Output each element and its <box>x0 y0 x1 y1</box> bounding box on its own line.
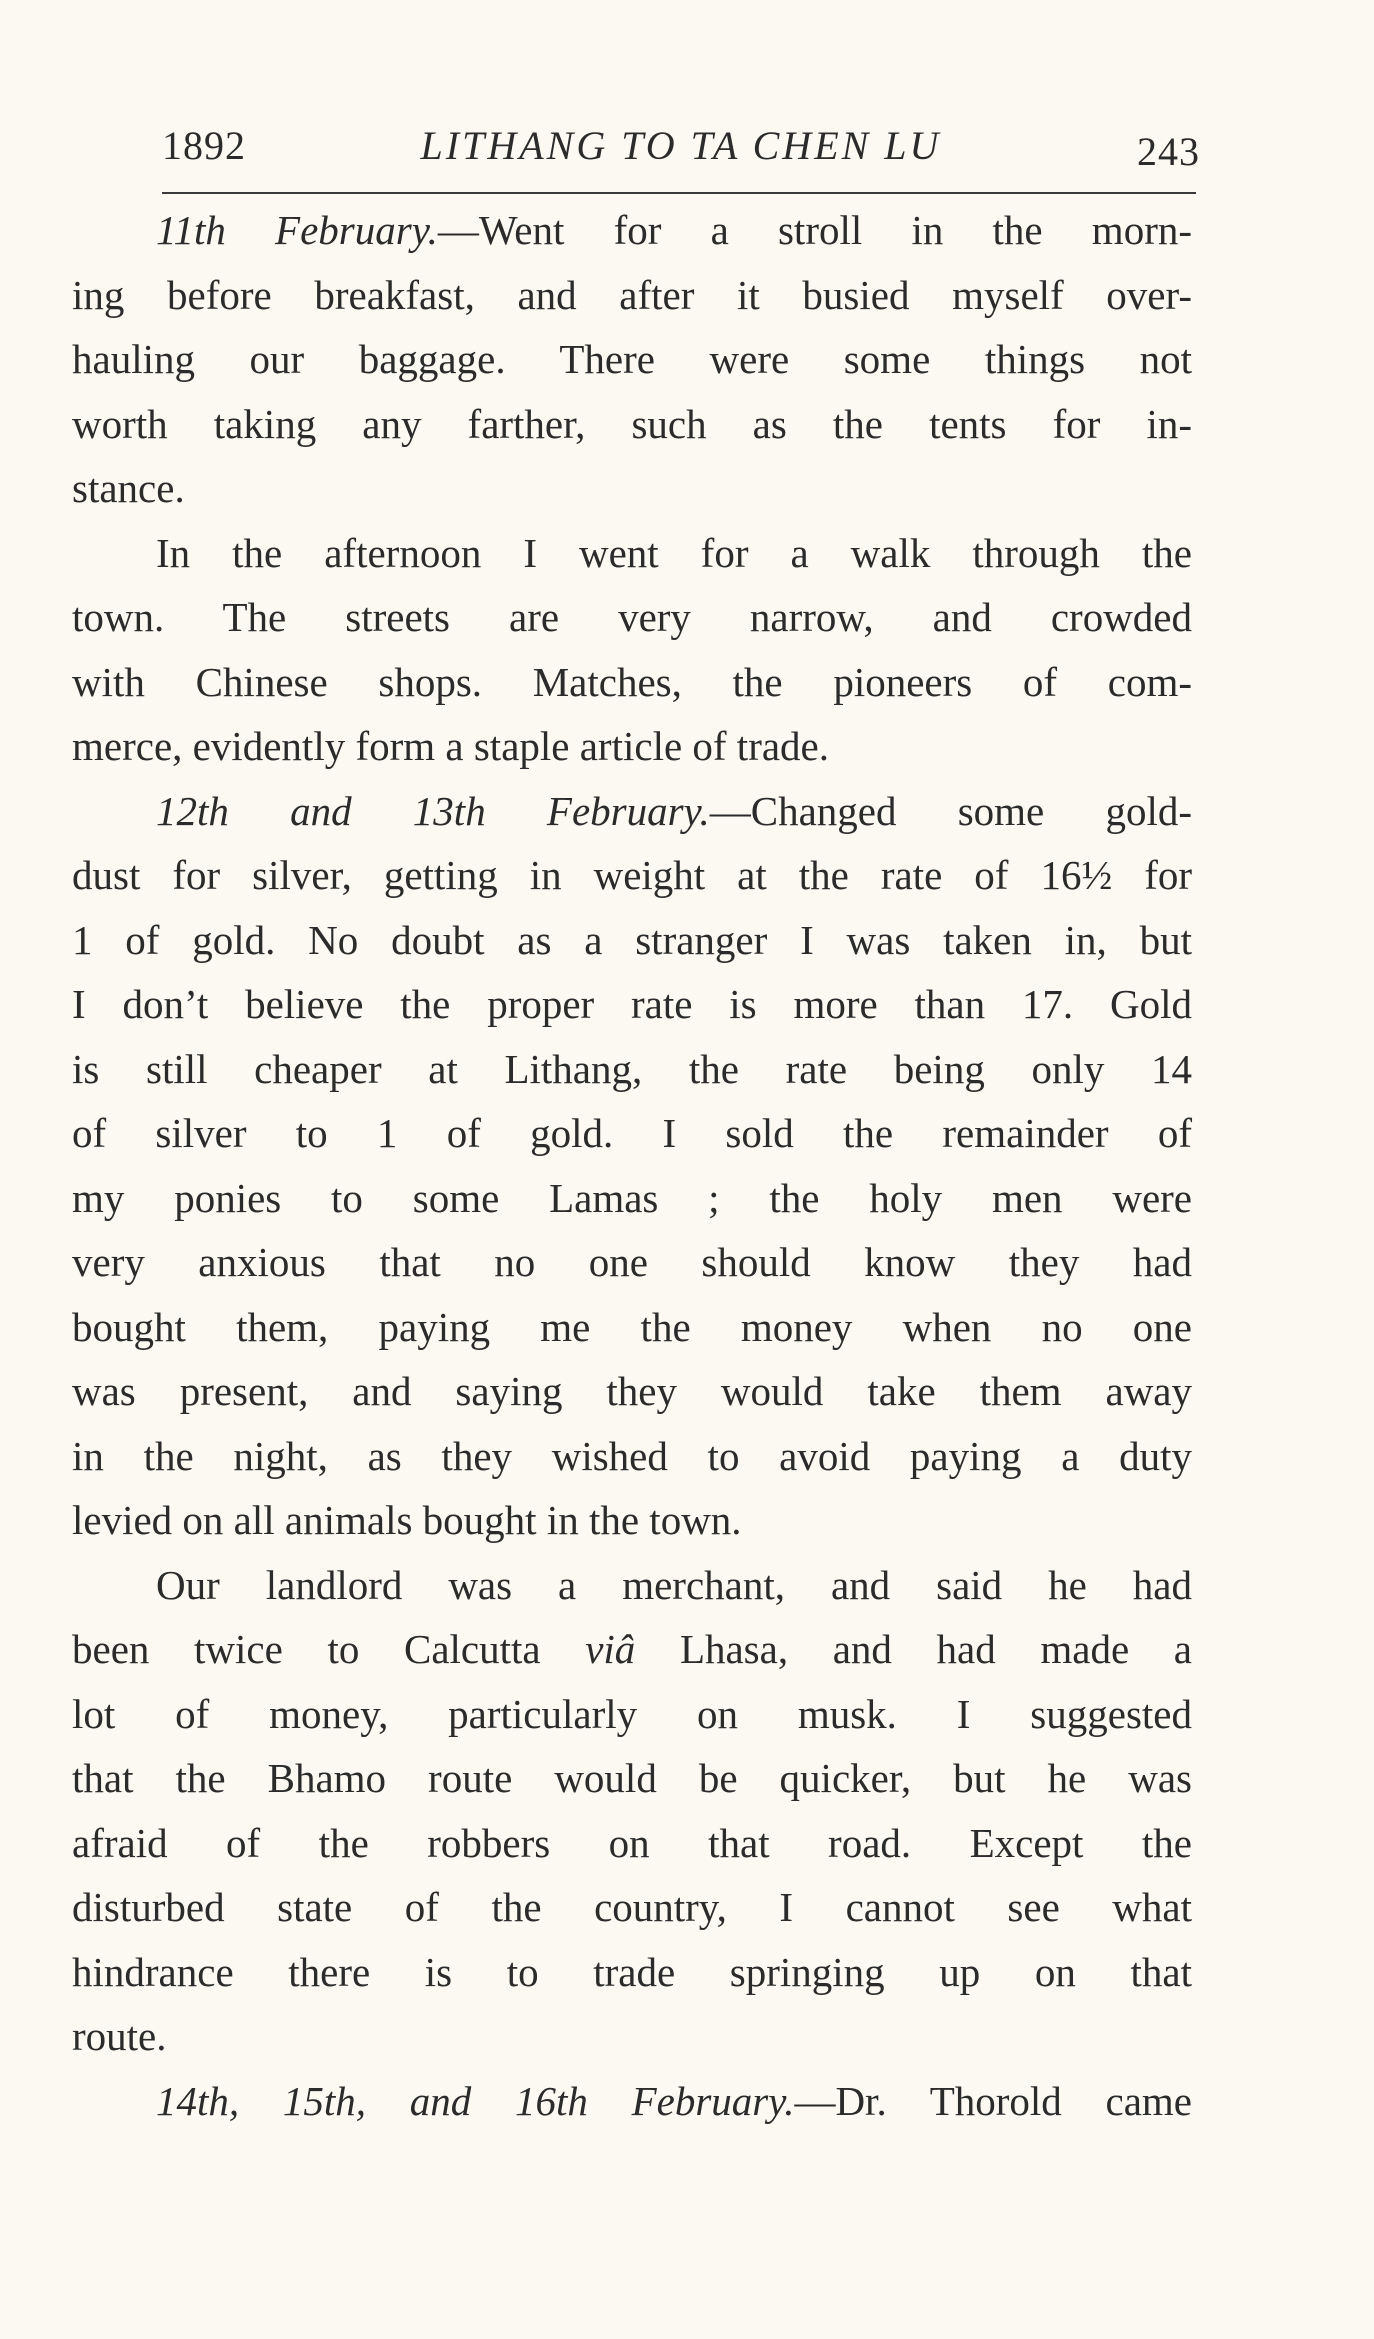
line-text: hindrance there is to trade springing up on that <box>72 1948 1192 1995</box>
line-text: stance. <box>72 465 185 511</box>
line-text: In the afternoon I went for a walk through the <box>156 529 1192 576</box>
date-heading: 12th and 13th February. <box>156 787 710 834</box>
line-text: worth taking any farther, such as the tents for in- <box>72 400 1192 447</box>
line-text: of silver to 1 of gold. I sold the remainder of <box>72 1110 1192 1156</box>
text-line <box>72 908 1192 973</box>
line-text: is still cheaper at Lithang, the rate being only 14 <box>72 1045 1192 1092</box>
line-text: route. <box>72 2013 167 2059</box>
text-line <box>72 650 1192 715</box>
text-line <box>72 392 1192 457</box>
text-line <box>72 198 1192 263</box>
text-line <box>72 1940 1192 2005</box>
text-line <box>72 1230 1192 1295</box>
text-line <box>72 1101 1192 1166</box>
line-text: very anxious that no one should know they had <box>72 1239 1192 1285</box>
line-text: —Went for a stroll in the morn- <box>437 207 1193 253</box>
text-line <box>72 2004 1192 2069</box>
text-line <box>72 263 1192 328</box>
line-text: ing before breakfast, and after it busied myself over- <box>72 271 1192 318</box>
date-heading: 14th, 15th, and 16th February. <box>156 2077 795 2124</box>
text-line <box>72 456 1192 521</box>
line-text: bought them, paying me the money when no one <box>72 1303 1192 1350</box>
line-text: been twice to Calcutta <box>72 1626 586 1672</box>
text-line <box>72 1811 1192 1876</box>
line-text: town. The streets are very narrow, and crowded <box>72 594 1192 640</box>
header-title: LITHANG TO TA CHEN LU <box>420 123 942 168</box>
text-line <box>72 585 1192 650</box>
text-line <box>72 1553 1192 1618</box>
text-line <box>72 1875 1192 1940</box>
line-text: hauling our baggage. There were some things not <box>72 336 1192 382</box>
text-line <box>72 843 1192 908</box>
text-line <box>72 779 1192 844</box>
line-text: afraid of the robbers on that road. Except the <box>72 1819 1192 1866</box>
running-header <box>162 122 1200 182</box>
text-line <box>72 714 1192 779</box>
line-text: —Dr. Thorold came <box>794 2077 1192 2124</box>
body-text <box>72 198 1192 2133</box>
line-text: Lhasa, and had made a <box>635 1626 1192 1672</box>
header-rule <box>162 192 1196 194</box>
text-line <box>72 521 1192 586</box>
text-line <box>72 1682 1192 1747</box>
line-text: Our landlord was a merchant, and said he had <box>156 1561 1192 1608</box>
text-line <box>72 1424 1192 1489</box>
line-text: levied on all animals bought in the town. <box>72 1497 742 1543</box>
text-line <box>72 1746 1192 1811</box>
line-text: merce, evidently form a staple article of trade. <box>72 723 829 769</box>
line-text: disturbed state of the country, I cannot see what <box>72 1884 1192 1930</box>
line-text: dust for silver, getting in weight at the rate of 16½ for <box>72 852 1192 898</box>
line-text: in the night, as they wished to avoid paying a duty <box>72 1432 1192 1479</box>
line-text: I don’t believe the proper rate is more than 17. Gold <box>72 981 1192 1027</box>
page-number: 243 <box>1137 129 1200 174</box>
line-text: was present, and saying they would take them away <box>72 1368 1192 1414</box>
line-text: lot of money, particularly on musk. I suggested <box>72 1690 1192 1737</box>
line-text: 1 of gold. No doubt as a stranger I was taken in, but <box>72 916 1192 963</box>
text-line <box>72 1037 1192 1102</box>
italic-word: viâ <box>585 1626 636 1672</box>
text-line <box>72 1617 1192 1682</box>
text-line <box>72 1166 1192 1231</box>
line-text: that the Bhamo route would be quicker, but he was <box>72 1755 1192 1801</box>
line-text: with Chinese shops. Matches, the pioneers of com- <box>72 658 1192 705</box>
text-line <box>72 2069 1192 2134</box>
line-text: my ponies to some Lamas ; the holy men were <box>72 1174 1192 1221</box>
date-heading: 11th February. <box>156 207 438 253</box>
text-line <box>72 1295 1192 1360</box>
line-text: —Changed some gold- <box>709 787 1192 834</box>
text-line <box>72 1488 1192 1553</box>
header-year: 1892 <box>162 123 246 168</box>
text-line <box>72 972 1192 1037</box>
text-line <box>72 1359 1192 1424</box>
text-line <box>72 327 1192 392</box>
